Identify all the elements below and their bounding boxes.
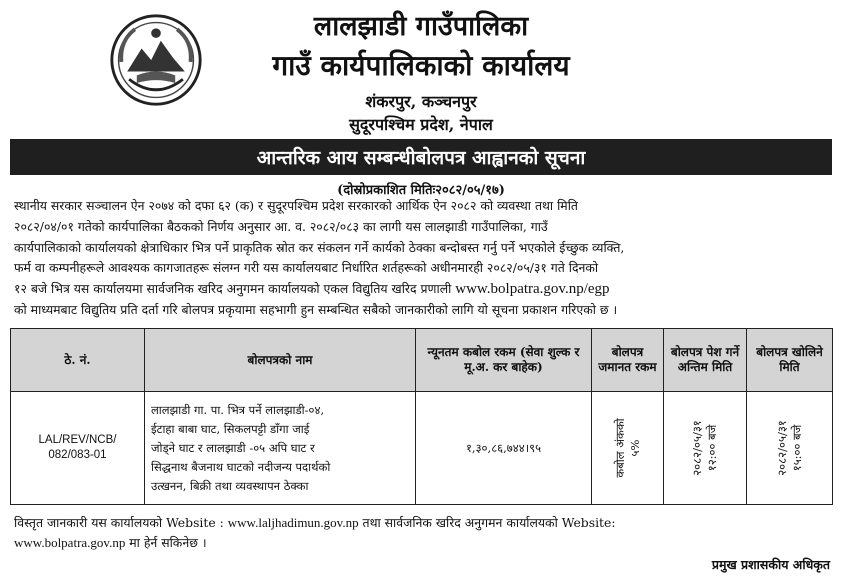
footer-text: मा हेर्न सकिनेछ । [125,535,207,550]
submit-deadline-text [690,420,720,476]
body-text: १२ बजे भित्र यस कार्यालयमा सार्वजनिक खरिद अनुगमन कार्यालयको एकल विद्युतिय खरिद प्रणाली [14,281,456,297]
footer-text: विस्तृत जानकारी यस कार्यालयको Website : [14,515,228,530]
bolpatra-website-link[interactable]: www.bolpatra.gov.np [14,535,126,550]
col-header-opening-date: बोलपत्र खोलिने मिति [747,329,833,392]
opening-date-cell [747,392,833,505]
contract-no-cell [11,392,145,505]
col-header-bid-security: बोलपत्र जमानत रकम [592,329,664,392]
footer-text: तथा सार्वजनिक खरिद अनुगमन कार्यालयको Website: [358,515,616,530]
table-header-row [11,329,833,392]
footer-line [14,533,830,553]
notice-body [14,196,830,321]
body-line: को माध्यमबाट विद्युतिय प्रति दर्ता गरि बोलपत्र प्रकृयामा सहभागी हुन सम्बन्धित सबैको जानकारीको लागि यो सूचना प्रकाशन गरिएको छ । [14,301,618,317]
footer-info [14,513,830,553]
contract-no-line: LAL/REV/NCB/ [38,434,117,446]
office-name: गाउँ कार्यपालिकाको कार्यालय [272,49,570,82]
body-line: २०८२/०४/०१ गतेको कार्यपालिका बैठकको निर्णय अनुसार आ. व. २०८२/०८३ का लागी यस लालझाडी गाउँपालिका, गाउँ [14,218,548,234]
col-header-submit-deadline: बोलपत्र पेश गर्ने अन्तिम मिति [664,329,747,392]
municipality-name: लालझाडी गाउँपालिका [313,11,529,42]
signatory-title: प्रमुख प्रशासकीय अधिकृत [711,557,830,572]
col-header-min-bid: न्यूनतम कबोल रकम (सेवा शुल्क र मू.अ. कर बाहेक) [416,329,592,392]
tender-name-line: जोड्ने घाट र लालझाडी -०५ अपि घाट र [151,440,315,455]
body-line: स्थानीय सरकार सञ्चालन ऐन २०७४ को दफा ६२ (क) र सुदूरपश्चिम प्रदेश सरकारको आर्थिक ऐन २०८२ को व्यवस्था तथा मिति [14,198,578,213]
egp-link[interactable]: www.bolpatra.gov.np/egp [455,281,610,298]
municipality-website-link[interactable]: www.laljhadimun.gov.np [227,515,359,530]
bid-security-line: ५% [627,439,642,457]
body-line: फर्म वा कम्पनीहरूले आवश्यक कागजातहरू संलग्न गरी यस कार्यालयबाट निर्धारित शर्तहरूको अधीनमारही २०८२/०५/३१ गते दिनको [14,260,599,276]
submit-deadline-cell [664,392,747,505]
tender-name-line: उत्खनन, बिक्री तथा व्यवस्थापन ठेक्का [151,478,309,493]
province-country: सुदूरपश्चिम प्रदेश, नेपाल [349,115,493,134]
table-row [11,392,833,505]
col-header-contract-no: ठे. नं. [11,329,145,392]
open-date: २०८२/०५/३१ [774,420,789,476]
body-line [14,279,830,300]
notice-title-banner [10,139,832,175]
body-line: कार्यपालिकाको कार्यालयको क्षेत्राधिकार भित्र पर्ने प्राकृतिक स्रोत कर संकलन गर्ने कार्यको ठेक्का बन्दोबस्त गर्नु पर्ने भएकोले ईच्छुक व्यक्ति, [14,239,625,255]
submit-date: २०८२/०५/३१ [690,420,704,476]
footer-line [14,513,830,533]
contract-no-line: 082/083-01 [48,449,107,461]
min-bid-cell: १,३०,८६,७४४।९५ [416,392,592,505]
tender-name-line: लालझाडी गा. पा. भित्र पर्ने लालझाडी-०४, [151,402,325,417]
col-header-tender-name: बोलपत्रको नाम [145,329,416,392]
office-address: शंकरपुर, कञ्चनपुर [365,92,477,111]
publish-date: (दोस्रोप्रकाशित मितिः२०८२/०५/१७) [337,183,505,198]
submit-time: १२:०० बजे [705,424,719,472]
bid-security-text [613,418,643,477]
tender-name-cell [145,392,416,505]
notice-title: आन्तरिक आय सम्बन्धीबोलपत्र आह्वानको सूचना [256,147,586,169]
bid-security-line: कबोल अंकको [612,418,627,478]
bid-security-cell [592,392,664,505]
opening-date-text [775,420,805,476]
tender-name-line: ईटाहा बाबा घाट, सिकलपट्टी डाँगा जाई [151,421,310,436]
open-time: १५:०० बजे [789,424,804,472]
tender-name-line: सिद्धनाथ बैजनाथ घाटको नदीजन्य पदार्थको [151,459,331,474]
tender-table [10,328,833,505]
